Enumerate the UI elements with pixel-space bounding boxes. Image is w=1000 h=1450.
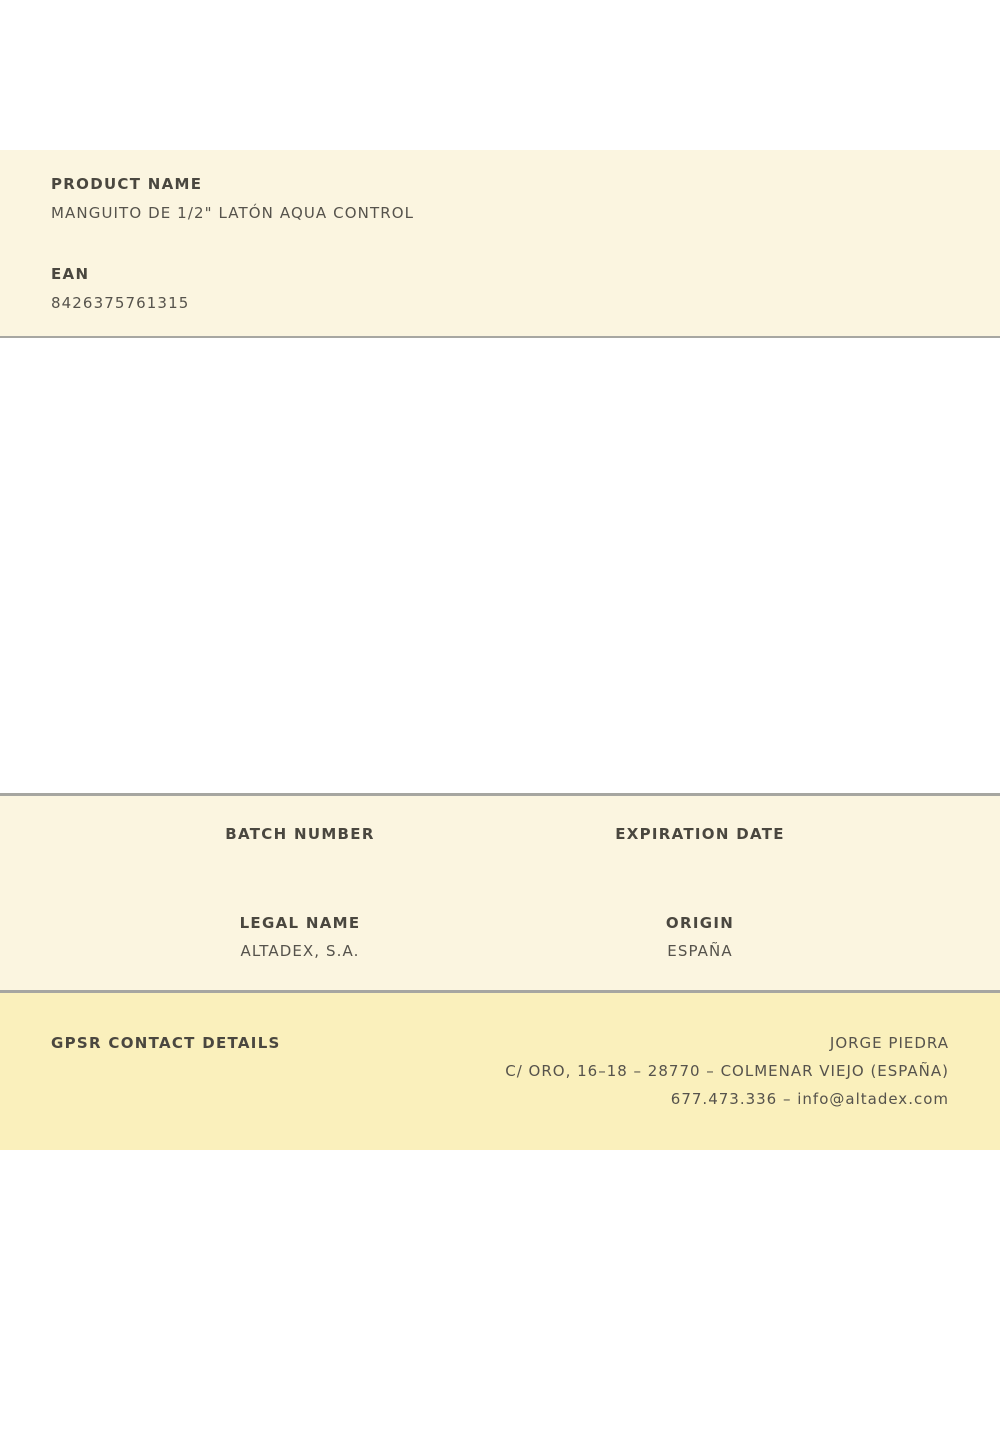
origin-label: ORIGIN (665, 914, 735, 932)
batch-legal-section (0, 793, 1000, 993)
gpsr-contact-phone-email: 677.473.336 – info@altadex.com (670, 1090, 949, 1108)
product-info-section (0, 150, 1000, 338)
ean-value: 8426375761315 (51, 294, 190, 312)
product-name-field (51, 176, 949, 222)
ean-label: EAN (51, 265, 90, 283)
gpsr-contact-name: JORGE PIEDRA (829, 1034, 949, 1052)
gpsr-contact-address: C/ ORO, 16–18 – 28770 – COLMENAR VIEJO (ESPAÑA) (505, 1062, 949, 1080)
batch-number-label: BATCH NUMBER (225, 825, 375, 843)
middle-blank-area (0, 338, 1000, 793)
expiration-date-label: EXPIRATION DATE (615, 825, 785, 843)
ean-field (51, 266, 949, 312)
bottom-blank-area (0, 1150, 1000, 1300)
batch-number-field (100, 826, 500, 843)
gpsr-contact-section (0, 993, 1000, 1150)
gpsr-contact-details-label: GPSR CONTACT DETAILS (51, 1034, 281, 1052)
product-name-label: PRODUCT NAME (51, 175, 203, 193)
product-name-value: MANGUITO DE 1/2" LATÓN AQUA CONTROL (51, 204, 415, 222)
origin-value: ESPAÑA (667, 942, 733, 960)
expiration-date-field (500, 826, 900, 843)
gpsr-contact-block (505, 1029, 949, 1113)
legal-name-value: ALTADEX, S.A. (240, 942, 360, 960)
legal-name-label: LEGAL NAME (239, 914, 361, 932)
origin-field (500, 915, 900, 960)
legal-name-field (100, 915, 500, 960)
batch-expiration-row (100, 826, 900, 843)
legal-origin-row (100, 915, 900, 960)
